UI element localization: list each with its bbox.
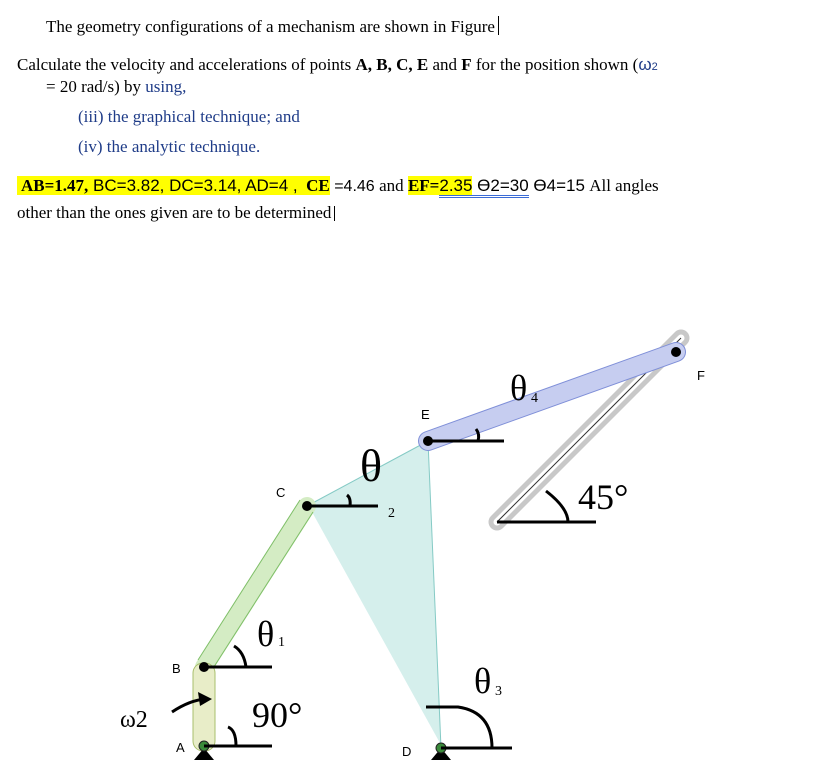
method-graphical: (iii) the graphical technique; and [78, 107, 300, 126]
label-d: D [402, 744, 412, 759]
angle-45-label: 45° [578, 477, 629, 517]
theta-mid-sub: 2 [388, 506, 395, 521]
theta1-label: θ [257, 614, 275, 654]
theta3-label: θ [474, 661, 492, 701]
theta-mid-label: θ [360, 440, 383, 491]
label-c: C [276, 485, 286, 500]
question-line-2: = 20 rad/s) by using, [46, 77, 187, 96]
given-values-line-2: other than the ones given are to be determined [17, 203, 335, 223]
theta1-sub: 1 [278, 635, 285, 650]
label-a: A [176, 740, 185, 755]
link-ef [428, 352, 676, 441]
intro-text: The geometry configurations of a mechanism are shown in Figure [46, 16, 499, 37]
label-f: F [697, 368, 705, 383]
label-b: B [172, 661, 181, 676]
link-ab [193, 663, 215, 751]
label-e: E [421, 407, 430, 422]
joint-f [671, 347, 681, 357]
question-line-1: Calculate the velocity and accelerations of points A, B, C, E and F for the position shown (ω2 [17, 55, 658, 74]
omega2-label: ω2 [120, 707, 148, 733]
method-analytic: (iv) the analytic technique. [78, 137, 261, 156]
theta3-sub: 3 [495, 684, 502, 699]
angle-90-label: 90° [252, 695, 303, 735]
theta4-sub: 4 [531, 391, 538, 406]
link-bc [204, 506, 307, 667]
theta4-label: θ [510, 368, 528, 408]
given-values-line-1: AB=1.47, BC=3.82, DC=3.14, AD=4 , CE =4.46 and EF=2.35 Ө2=30 Ө4=15 All angles [17, 176, 659, 196]
